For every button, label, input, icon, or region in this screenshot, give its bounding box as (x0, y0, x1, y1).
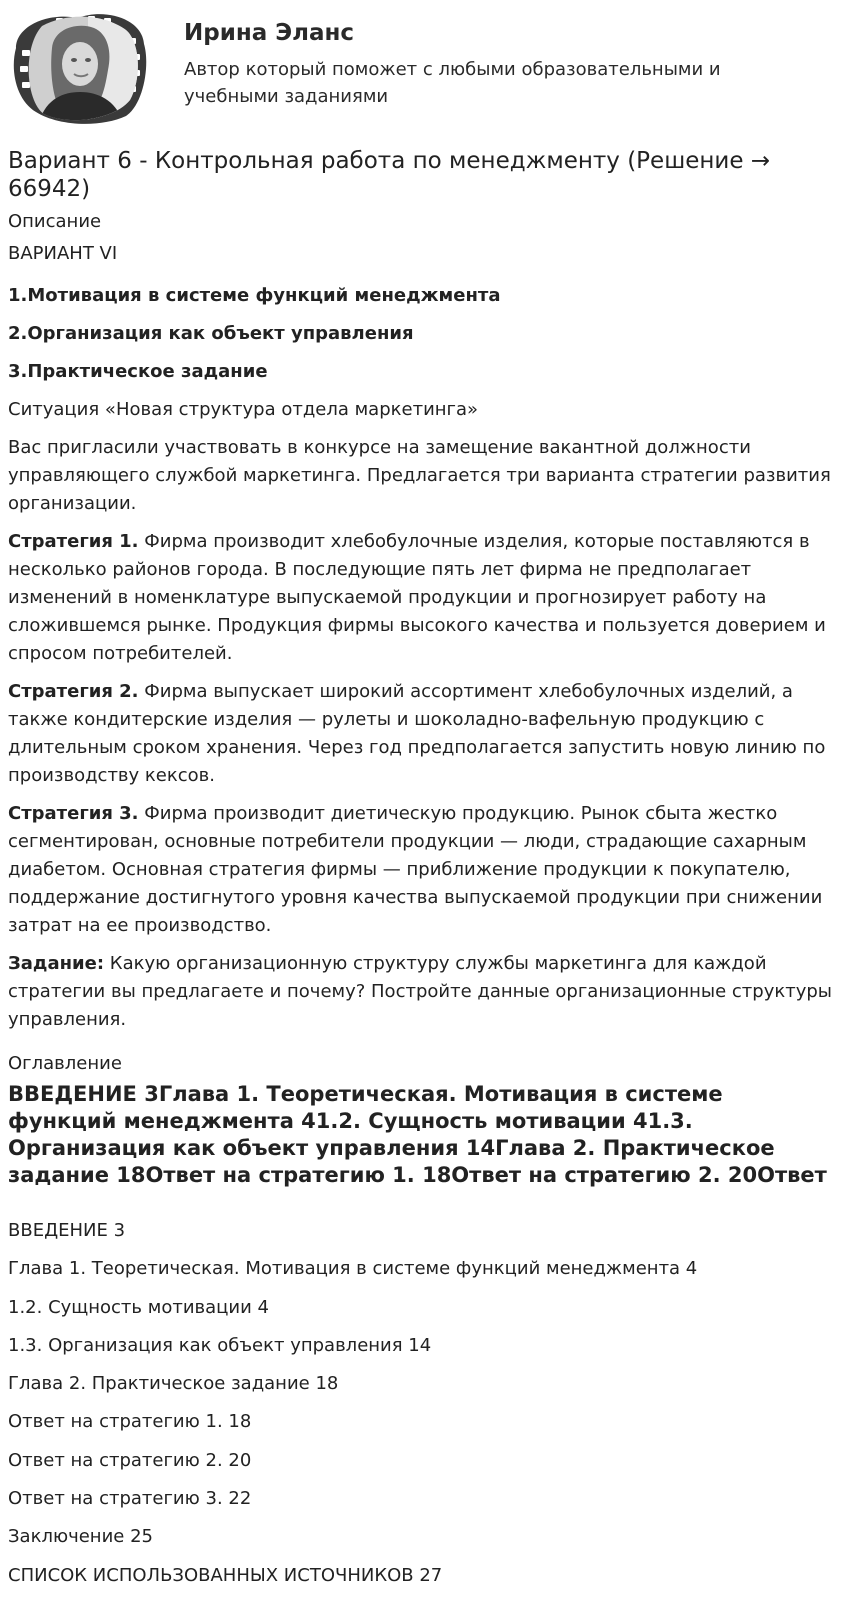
strategy-text: Фирма выпускает широкий ассортимент хлебобулочных изделий, а также кондитерские изделия — рулеты и шоколадно-вафельную продукцию с длительным сроком хранения. Через год предполагается запустить новую линию по производству кексов. (8, 681, 826, 786)
toc-item: ВВЕДЕНИЕ 3 (8, 1220, 126, 1241)
page-title: Вариант 6 - Контрольная работа по менеджменту (Решение → 66942) (8, 148, 771, 202)
intro-paragraph: Вас пригласили участвовать в конкурсе на замещение вакантной должности управляющего службой маркетинга. Предлагается три варианта стратегии развития организации. (8, 437, 831, 514)
task-paragraph (8, 950, 838, 1034)
strategy-paragraph (8, 678, 838, 790)
author-description: Автор который поможет с любыми образовательными и учебными заданиями (184, 59, 721, 107)
strategy-paragraph (8, 800, 838, 940)
author-block (8, 8, 838, 126)
toc-item: 1.2. Сущность мотивации 4 (8, 1296, 269, 1318)
task-text: Какую организационную структуру службы маркетинга для каждой стратегии вы предлагаете и почему? Постройте данные организационные структуры управления. (8, 953, 833, 1030)
toc-summary: ВВЕДЕНИЕ 3Глава 1. Теоретическая. Мотивация в системе функций менеджмента 41.2. Сущность мотивации 41.3. Организация как объект управления 14Глава 2. Практическое задание 18Ответ на стратегию 1. 18Ответ на стратегию 2. 20Ответ (8, 1082, 827, 1187)
toc-item: Глава 1. Теоретическая. Мотивация в системе функций менеджмента 4 (8, 1258, 698, 1280)
description-item: 2.Организация как объект управления (8, 323, 414, 344)
strategy-label: Стратегия 1. (8, 531, 139, 552)
toc-item: Ответ на стратегию 1. 18 (8, 1411, 252, 1433)
toc-item: СПИСОК ИСПОЛЬЗОВАННЫХ ИСТОЧНИКОВ 27 (8, 1564, 443, 1586)
description-content (8, 282, 838, 1044)
description-label: Описание (8, 211, 102, 232)
author-avatar[interactable] (8, 8, 150, 126)
variant-label: ВАРИАНТ VI (8, 243, 118, 264)
description-item: 1.Мотивация в системе функций менеджмента (8, 285, 501, 306)
task-label: Задание: (8, 953, 105, 974)
strategy-label: Стратегия 2. (8, 681, 139, 702)
strategy-text: Фирма производит диетическую продукцию. Рынок сбыта жестко сегментирован, основные потребители продукции — люди, страдающие сахарным диабетом. Основная стратегия фирмы — приближение продукции к покупателю, поддержание достигнутого уровня качества выпускаемой продукции при снижении затрат на ее производство. (8, 803, 823, 936)
toc-list (8, 1217, 838, 1600)
toc-item: Ответ на стратегию 2. 20 (8, 1449, 252, 1471)
toc-item: Ответ на стратегию 3. 22 (8, 1488, 252, 1510)
strategy-paragraph (8, 528, 838, 668)
situation-text: Ситуация «Новая структура отдела маркетинга» (8, 399, 479, 420)
strategy-label: Стратегия 3. (8, 803, 139, 824)
toc-item: 1.3. Организация как объект управления 14 (8, 1334, 432, 1356)
toc-item: Заключение 25 (8, 1526, 153, 1548)
toc-item: Глава 2. Практическое задание 18 (8, 1373, 339, 1395)
toc-label: Оглавление (8, 1053, 122, 1074)
author-name[interactable]: Ирина Эланс (184, 20, 355, 46)
strategy-text: Фирма производит хлебобулочные изделия, которые поставляются в несколько районов города. В последующие пять лет фирма не предполагает изменений в номенклатуре выпускаемой продукции и прогнозирует работу на сложившемся рынке. Продукция фирмы высокого качества и пользуется доверием и спросом потребителей. (8, 531, 826, 664)
description-item: 3.Практическое задание (8, 361, 268, 382)
